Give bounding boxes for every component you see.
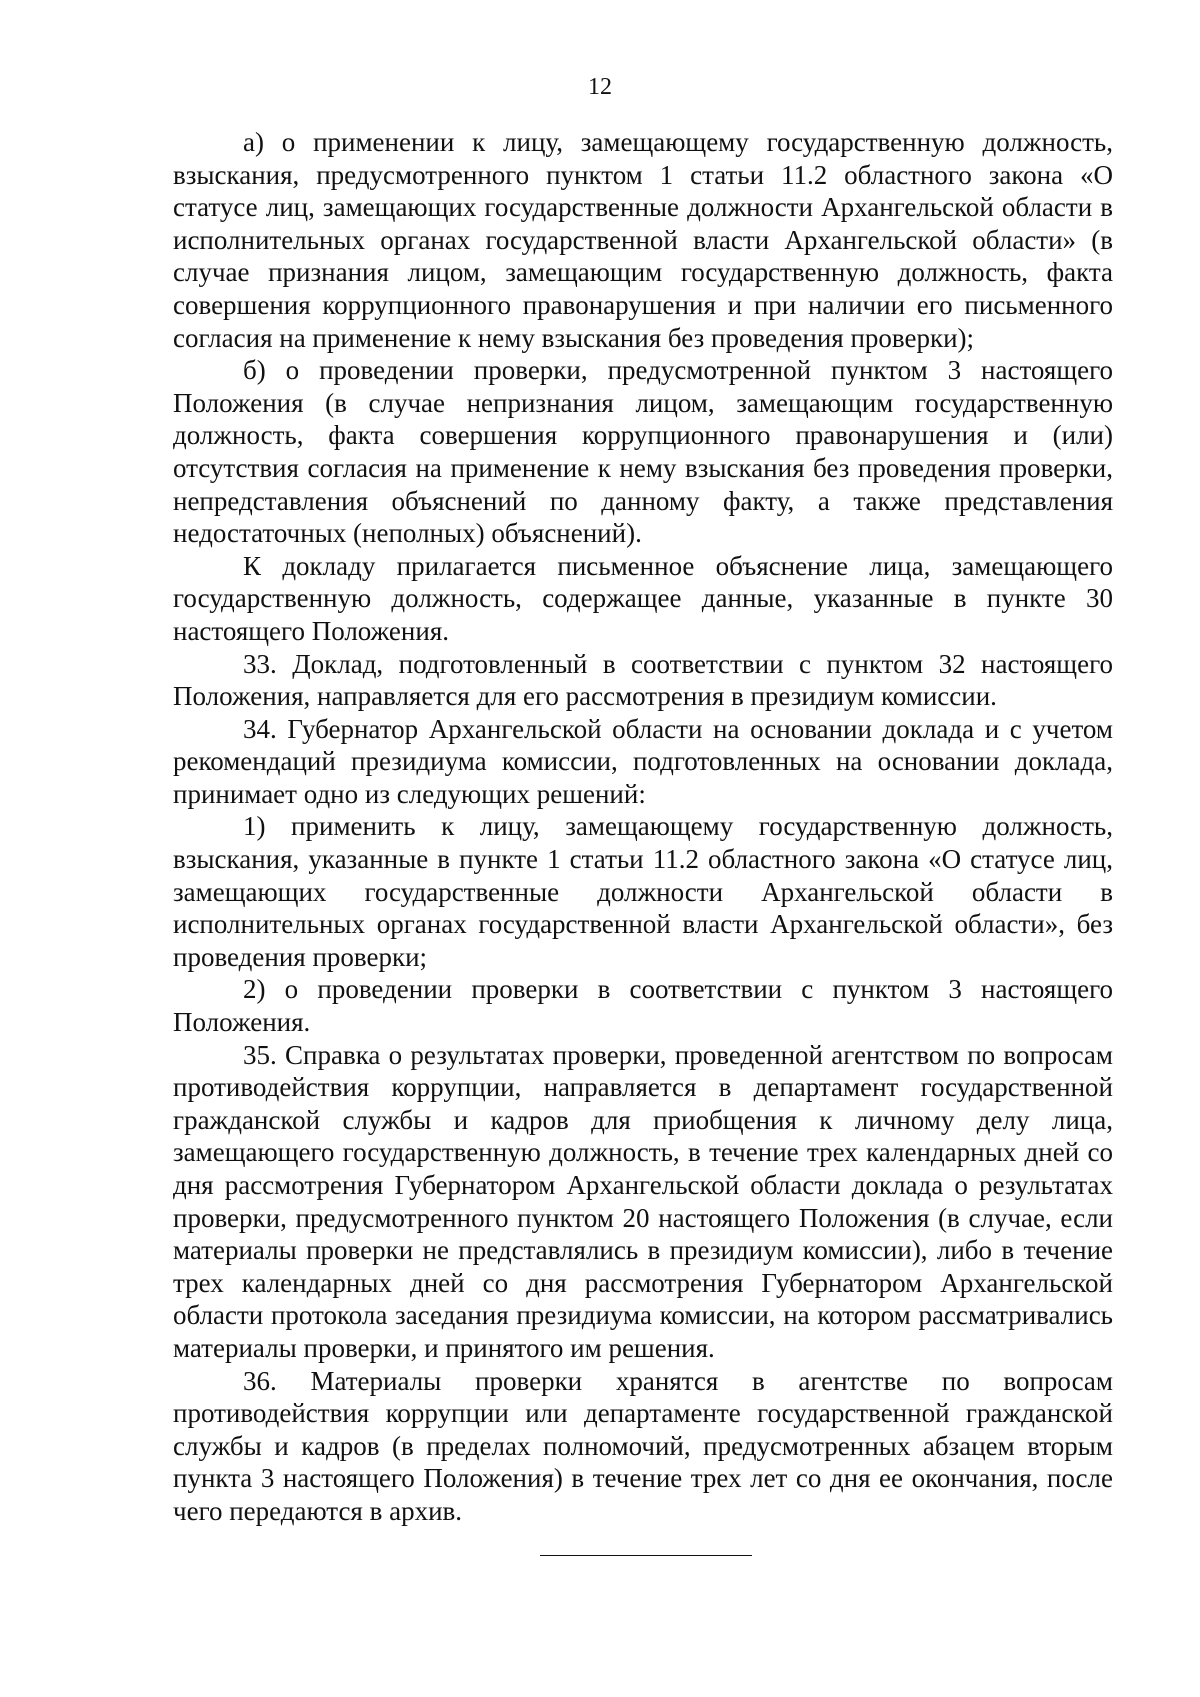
end-separator-line	[540, 1555, 752, 1556]
paragraph-clause-33: 33. Доклад, подготовленный в соответствии с пунктом 32 настоящего Положения, направляется для его рассмотрения в президиум комиссии.	[173, 648, 1113, 712]
paragraph-item-a: а) о применении к лицу, замещающему государственную должность, взыскания, предусмотренного пунктом 1 статьи 11.2 областного закона «О статусе лиц, замещающих государственные должности Архангельской области в исполнительных органах государственной власти Архангельской области» (в случае признания лицом, замещающим государственную должность, факта совершения коррупционного правонарушения и при наличии его письменного согласия на применение к нему взыскания без проведения проверки);	[173, 127, 1113, 353]
paragraph-item-b: б) о проведении проверки, предусмотренной пунктом 3 настоящего Положения (в случае непризнания лицом, замещающим государственную должность, факта совершения коррупционного правонарушения и (или) отсутствия согласия на применение к нему взыскания без проведения проверки, непредставления объяснений по данному факту, а также представления недостаточных (неполных) объяснений).	[173, 355, 1113, 549]
paragraph-report-attachment: К докладу прилагается письменное объяснение лица, замещающего государственную должность, содержащее данные, указанные в пункте 30 настоящего Положения.	[173, 550, 1113, 646]
paragraph-clause-34-option-2: 2) о проведении проверки в соответствии с пунктом 3 настоящего Положения.	[173, 974, 1113, 1038]
paragraph-clause-34: 34. Губернатор Архангельской области на основании доклада и с учетом рекомендаций президиума комиссии, подготовленных на основании доклада, принимает одно из следующих решений:	[173, 713, 1113, 809]
page-number: 12	[588, 74, 612, 100]
document-body	[173, 126, 1113, 1528]
paragraph-clause-34-option-1: 1) применить к лицу, замещающему государственную должность, взыскания, указанные в пункте 1 статьи 11.2 областного закона «О статусе лиц, замещающих государственные должности Архангельской области в исполнительных органах государственной власти Архангельской области», без проведения проверки;	[173, 811, 1113, 972]
paragraph-clause-36: 36. Материалы проверки хранятся в агентстве по вопросам противодействия коррупции или департаменте государственной гражданской службы и кадров (в пределах полномочий, предусмотренных абзацем вторым пункта 3 настоящего Положения) в течение трех лет со дня ее окончания, после чего передаются в архив.	[173, 1365, 1113, 1526]
paragraph-clause-35: 35. Справка о результатах проверки, проведенной агентством по вопросам противодействия коррупции, направляется в департамент государственной гражданской службы и кадров для приобщения к личному делу лица, замещающего государственную должность, в течение трех календарных дней со дня рассмотрения Губернатором Архангельской области доклада о результатах проверки, предусмотренного пунктом 20 настоящего Положения (в случае, если материалы проверки не представлялись в президиум комиссии), либо в течение трех календарных дней со дня рассмотрения Губернатором Архангельской области протокола заседания президиума комиссии, на котором рассматривались материалы проверки, и принятого им решения.	[173, 1039, 1113, 1363]
